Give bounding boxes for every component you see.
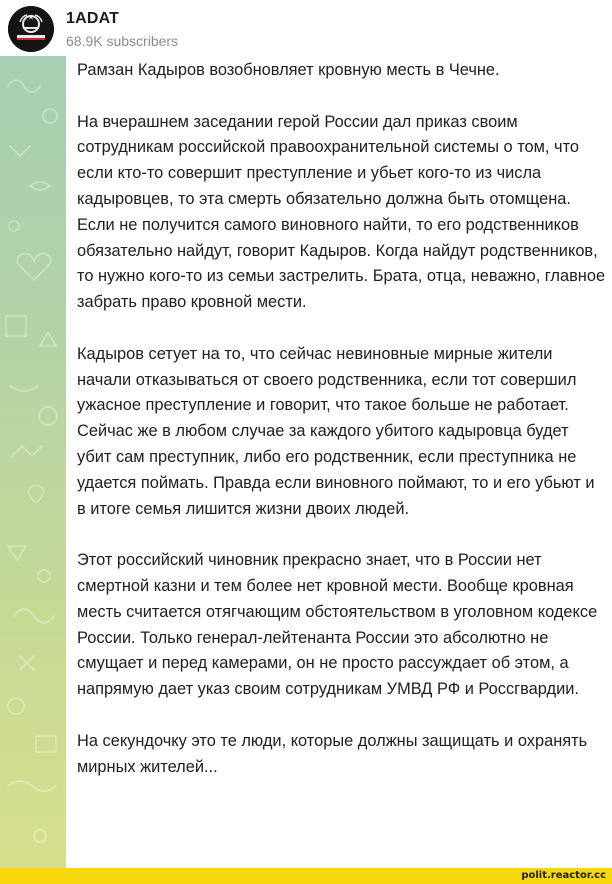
message-bubble[interactable] [66, 56, 612, 868]
message-paragraph: На секундочку это те люди, которые должны защищать и охранять мирных жителей... [77, 731, 588, 776]
channel-avatar[interactable] [8, 6, 54, 52]
watermark-bar [0, 868, 612, 884]
subscriber-count: 68.9K subscribers [66, 33, 179, 49]
chat-wallpaper [0, 56, 66, 868]
watermark-text: polit.reactor.cc [521, 870, 606, 881]
emblem-icon [8, 6, 54, 52]
message-paragraph: Кадыров сетует на то, что сейчас невиновные мирные жители начали отказываться от своего родственника, если тот совершил ужасное преступление и говорит, что такое больше не работает. Сейчас же в любом случае за каждого убитого кадыровца будет убит сам преступник, либо его родственник, если преступника не удается поймать. Правда если виновного поймают, то и его убьют и в итоге семья лишится жизни двоих людей. [77, 344, 595, 518]
message-paragraph: На вчерашнем заседании герой России дал приказ своим сотрудникам российской правоохранительной системы о том, что если кто-то совершит преступление и убьет кого-то из числа кадыровцев, то эта смерть обязательно должна быть отомщена. Если не получится самого виновного найти, то его родственников обязательно найдут, говорит Кадыров. Когда найдут родственников, то нужно кого-то из семьи застрелить. Брата, отца, неважно, главное забрать право кровной мести. [77, 112, 606, 312]
message-paragraph: Рамзан Кадыров возобновляет кровную месть в Чечне. [77, 61, 500, 79]
doodle-pattern-icon [0, 56, 66, 868]
channel-header[interactable] [0, 0, 612, 56]
message-text [77, 58, 607, 806]
channel-title[interactable]: 1ADAT [66, 10, 120, 27]
message-paragraph: Этот российский чиновник прекрасно знает, что в России нет смертной казни и тем более нет кровной мести. Вообще кровная месть считается отягчающим обстоятельством в уголовном кодексе России. Только генерал-лейтенанта России это абсолютно не смущает и перед камерами, он не просто рассуждает об этом, а напрямую дает указ своим сотрудникам УМВД РФ и Россгвардии. [77, 551, 598, 699]
